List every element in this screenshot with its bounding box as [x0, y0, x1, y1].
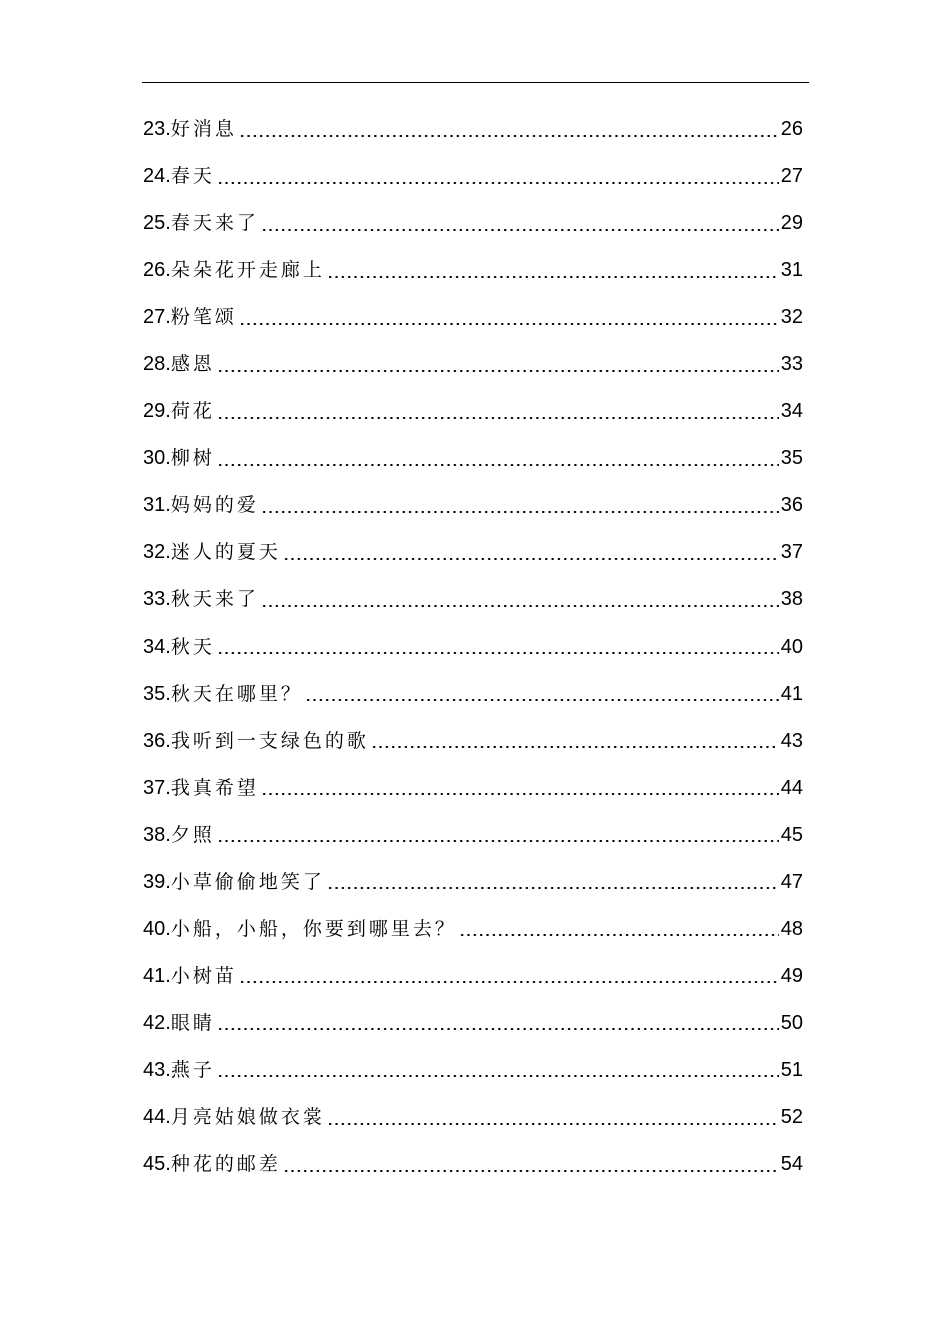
toc-entry[interactable] — [143, 247, 803, 294]
entry-number: 36. — [143, 729, 171, 752]
entry-title: 柳树 — [170, 447, 215, 470]
entry-page-number: 48 — [780, 917, 803, 940]
entry-number: 35. — [143, 682, 171, 705]
toc-entry[interactable] — [143, 576, 803, 623]
entry-number: 32. — [143, 541, 171, 564]
entry-page-number: 27 — [780, 165, 803, 188]
toc-entry[interactable] — [143, 1000, 803, 1047]
dot-leader — [217, 370, 779, 372]
entry-title: 粉笔颂 — [170, 306, 237, 329]
entry-page-number: 49 — [780, 964, 803, 987]
entry-number: 33. — [143, 588, 171, 611]
entry-number: 24. — [143, 165, 171, 188]
toc-entry[interactable] — [143, 953, 803, 1000]
dot-leader — [371, 746, 779, 748]
entry-page-number: 36 — [780, 494, 803, 517]
dot-leader — [327, 1123, 779, 1125]
entry-page-number: 31 — [780, 259, 803, 282]
entry-page-number: 47 — [780, 870, 803, 893]
entry-number: 38. — [143, 823, 171, 846]
entry-number: 26. — [143, 259, 171, 282]
toc-entry[interactable] — [143, 435, 803, 482]
toc-entry[interactable] — [143, 812, 803, 859]
entry-number: 34. — [143, 635, 171, 658]
entry-title: 种花的邮差 — [170, 1153, 281, 1176]
dot-leader — [261, 511, 779, 513]
toc-entry[interactable] — [143, 765, 803, 812]
entry-number: 28. — [143, 353, 171, 376]
entry-page-number: 29 — [780, 212, 803, 235]
entry-page-number: 51 — [780, 1058, 803, 1081]
entry-title: 朵朵花开走廊上 — [170, 259, 325, 282]
toc-entry[interactable] — [143, 294, 803, 341]
toc-entry[interactable] — [143, 718, 803, 765]
entry-page-number: 44 — [780, 776, 803, 799]
entry-title: 荷花 — [170, 400, 215, 423]
dot-leader — [327, 276, 779, 278]
toc-entry[interactable] — [143, 1141, 803, 1188]
entry-title: 夕照 — [170, 823, 215, 846]
entry-number: 39. — [143, 870, 171, 893]
entry-page-number: 26 — [780, 118, 803, 140]
entry-title: 迷人的夏天 — [170, 541, 281, 564]
entry-page-number: 40 — [780, 635, 803, 658]
entry-page-number: 33 — [780, 353, 803, 376]
entry-number: 27. — [143, 306, 171, 329]
entry-title: 感恩 — [170, 353, 215, 376]
toc-entry[interactable] — [143, 906, 803, 953]
entry-number: 25. — [143, 212, 171, 235]
entry-title: 小树苗 — [170, 964, 237, 987]
entry-page-number: 35 — [780, 447, 803, 470]
header-rule — [142, 82, 809, 83]
entry-title: 秋天在哪里？ — [170, 682, 303, 705]
toc-entry[interactable] — [143, 482, 803, 529]
entry-page-number: 34 — [780, 400, 803, 423]
entry-title: 眼睛 — [170, 1011, 215, 1034]
entry-title: 我真希望 — [170, 776, 259, 799]
entry-title: 春天 — [170, 165, 215, 188]
entry-title: 好消息 — [170, 118, 237, 140]
dot-leader — [239, 323, 779, 325]
entry-page-number: 54 — [780, 1153, 803, 1176]
entry-title: 我听到一支绿色的歌 — [170, 729, 369, 752]
entry-title: 秋天 — [170, 635, 215, 658]
entry-number: 23. — [143, 118, 171, 140]
dot-leader — [261, 793, 779, 795]
dot-leader — [239, 981, 779, 983]
dot-leader — [217, 652, 779, 654]
dot-leader — [217, 182, 779, 184]
entry-page-number: 41 — [780, 682, 803, 705]
entry-page-number: 37 — [780, 541, 803, 564]
entry-number: 41. — [143, 964, 171, 987]
dot-leader — [239, 135, 779, 137]
entry-page-number: 43 — [780, 729, 803, 752]
entry-title: 燕子 — [170, 1058, 215, 1081]
toc-entry[interactable] — [143, 106, 803, 153]
entry-title: 月亮姑娘做衣裳 — [170, 1105, 325, 1128]
dot-leader — [261, 229, 779, 231]
dot-leader — [217, 464, 779, 466]
entry-number: 29. — [143, 400, 171, 423]
entry-number: 40. — [143, 917, 171, 940]
entry-page-number: 52 — [780, 1105, 803, 1128]
entry-page-number: 50 — [780, 1011, 803, 1034]
entry-title: 妈妈的爱 — [170, 494, 259, 517]
entry-page-number: 32 — [780, 306, 803, 329]
toc-entry[interactable] — [143, 341, 803, 388]
entry-title: 小船，小船，你要到哪里去？ — [170, 917, 457, 940]
toc-entry[interactable] — [143, 859, 803, 906]
entry-number: 44. — [143, 1105, 171, 1128]
entry-page-number: 45 — [780, 823, 803, 846]
dot-leader — [305, 699, 779, 701]
entry-title: 秋天来了 — [170, 588, 259, 611]
entry-number: 45. — [143, 1153, 171, 1176]
dot-leader — [217, 840, 779, 842]
toc-entry[interactable] — [143, 1094, 803, 1141]
entry-number: 43. — [143, 1058, 171, 1081]
dot-leader — [217, 1075, 779, 1077]
dot-leader — [217, 417, 779, 419]
dot-leader — [283, 1170, 779, 1172]
toc-entry[interactable] — [143, 671, 803, 718]
toc-entry[interactable] — [143, 200, 803, 247]
dot-leader — [283, 558, 779, 560]
entry-number: 30. — [143, 447, 171, 470]
entry-number: 37. — [143, 776, 171, 799]
toc-entry[interactable] — [143, 529, 803, 576]
table-of-contents — [143, 106, 803, 1188]
toc-entry[interactable] — [143, 388, 803, 435]
dot-leader — [327, 887, 779, 889]
entry-title: 春天来了 — [170, 212, 259, 235]
dot-leader — [261, 605, 779, 607]
entry-number: 42. — [143, 1011, 171, 1034]
entry-title: 小草偷偷地笑了 — [170, 870, 325, 893]
entry-page-number: 38 — [780, 588, 803, 611]
toc-entry[interactable] — [143, 624, 803, 671]
toc-entry[interactable] — [143, 1047, 803, 1094]
toc-entry[interactable] — [143, 153, 803, 200]
dot-leader — [459, 934, 779, 936]
dot-leader — [217, 1028, 779, 1030]
entry-number: 31. — [143, 494, 171, 517]
